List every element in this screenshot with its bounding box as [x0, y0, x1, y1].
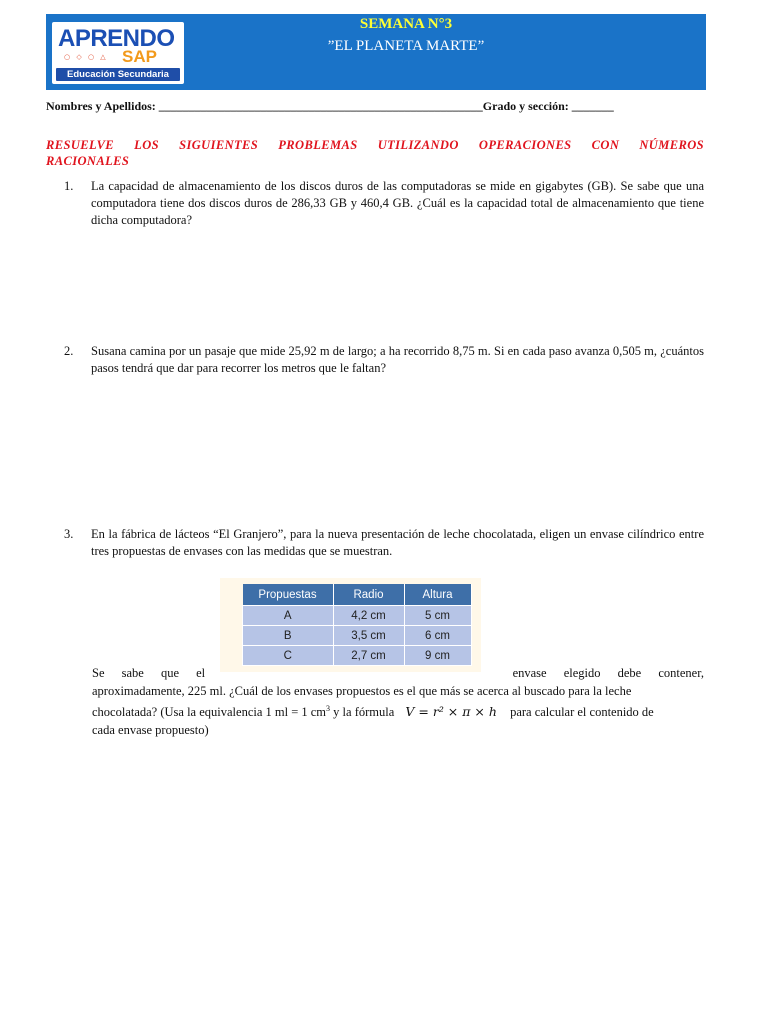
- proposals-table: [242, 584, 472, 666]
- table-cell: A: [243, 606, 334, 626]
- superscript-three: 3: [326, 704, 331, 713]
- logo-main-text: APRENDO: [58, 25, 175, 52]
- table-header: Propuestas: [243, 584, 334, 606]
- instruction-line-2: RACIONALES: [46, 154, 130, 168]
- table-row: [243, 606, 472, 626]
- continuation-line-3: [92, 700, 704, 721]
- problem-3: [64, 526, 704, 560]
- equivalence-text: chocolatada? (Usa la equivalencia 1 ml = 1 cm: [92, 705, 327, 720]
- volume-formula: V = r² × π × h: [405, 704, 497, 720]
- table-cell: 4,2 cm: [333, 606, 404, 626]
- table-row: [243, 646, 472, 666]
- continuation-line-1: [92, 664, 704, 682]
- student-info-line[interactable]: Nombres y Apellidos: ______________________________________________________Grado y sección: _______: [46, 99, 614, 113]
- formula-purpose: para calcular el contenido de: [510, 705, 654, 720]
- proposals-table-image: [220, 578, 481, 672]
- continuation-line-2: aproximadamente, 225 ml. ¿Cuál de los envases propuestos es el que más se acerca al buscado para la leche: [92, 684, 632, 698]
- continuation-line-4: cada envase propuesto): [92, 723, 209, 738]
- header-banner: [46, 14, 706, 90]
- problem-number: 1.: [64, 179, 74, 193]
- table-cell: 9 cm: [404, 646, 471, 666]
- problem-2: [64, 343, 704, 377]
- table-cell: 3,5 cm: [333, 626, 404, 646]
- table-row: [243, 626, 472, 646]
- problem-3-continuation: [92, 664, 704, 739]
- aprendo-sap-logo: [52, 22, 184, 84]
- table-header: Altura: [404, 584, 471, 606]
- formula-intro: y la fórmula: [330, 705, 395, 720]
- problem-text: La capacidad de almacenamiento de los discos duros de las computadoras se mide en gigabytes (GB). Se sabe que una computadora tiene dos discos duros de 286,33 GB y 460,4 GB. ¿Cuál es la capacidad total de almacenamiento que tiene dicha computadora?: [91, 179, 704, 227]
- instruction-line-1: RESUELVE LOS SIGUIENTES PROBLEMAS UTILIZANDO OPERACIONES CON NÚMEROS: [46, 138, 704, 152]
- table-cell: B: [243, 626, 334, 646]
- problem-text: En la fábrica de lácteos “El Granjero”, para la nueva presentación de leche chocolatada, eligen un envase cilíndrico entre tres propuestas de envases con las medidas que se muestran.: [91, 527, 704, 558]
- problem-text: Susana camina por un pasaje que mide 25,92 m de largo; a ha recorrido 8,75 m. Si en cada paso avanza 0,505 m, ¿cuántos pasos tendrá que dar para recorrer los metros que le faltan?: [91, 344, 704, 375]
- table-header: Radio: [333, 584, 404, 606]
- continuation-text-left: Se sabe que el: [92, 666, 206, 680]
- logo-sap-text: SAP: [122, 47, 157, 66]
- week-label: SEMANA N°3: [359, 16, 453, 32]
- continuation-text-right: envase elegido debe contener,: [512, 666, 704, 680]
- logo-dots: ○ ◇ ○ △: [64, 53, 108, 61]
- table-cell: 6 cm: [404, 626, 471, 646]
- worksheet-title: ”EL PLANETA MARTE”: [327, 38, 485, 54]
- table-cell: 5 cm: [404, 606, 471, 626]
- table-header-row: [243, 584, 472, 606]
- problem-1: [64, 178, 704, 229]
- problem-number: 3.: [64, 527, 74, 541]
- table-cell: 2,7 cm: [333, 646, 404, 666]
- table-cell: C: [243, 646, 334, 666]
- problem-number: 2.: [64, 344, 74, 358]
- logo-band: Educación Secundaria: [56, 68, 180, 81]
